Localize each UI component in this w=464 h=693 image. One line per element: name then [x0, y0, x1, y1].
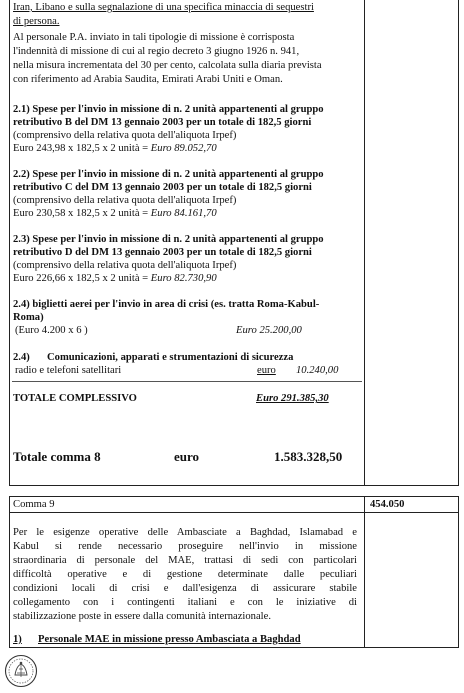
item-2-4-calc: (Euro 4.200 x 6 )	[15, 325, 88, 336]
intro-line-1: Iran, Libano e sulla segnalazione di una specifica minaccia di sequestri	[13, 2, 314, 13]
item-2-1-title-2: retributivo B del DM 13 gennaio 2003 per un totale di 182,5 giorni	[13, 117, 312, 128]
item-2-4-result: Euro 25.200,00	[236, 325, 302, 336]
item-2-2-title-1: 2.2) Spese per l'invio in missione di n. 2 unità appartenenti al gruppo	[13, 169, 324, 180]
comma9-para-line-4: difficoltà operative e di gestione determinate dalle peculiari	[13, 569, 357, 580]
item-2-2-note: (comprensivo della relativa quota dell'aliquota Irpef)	[13, 195, 237, 206]
item-2-3-title-1: 2.3) Spese per l'invio in missione di n. 2 unità appartenenti al gruppo	[13, 234, 324, 245]
comma9-item1-label: 1)	[13, 634, 22, 645]
item-2-4b-desc: radio e telefoni satellitari	[15, 365, 122, 376]
comma-total-currency: euro	[174, 449, 200, 464]
para-line-4: con riferimento ad Arabia Saudita, Emirati Arabi Uniti e Oman.	[13, 74, 283, 85]
item-2-2-calc: Euro 230,58 x 182,5 x 2 unità = Euro 84.161,70	[13, 208, 217, 219]
block2-right-border	[458, 496, 459, 648]
block2-left-border	[9, 496, 10, 648]
block1-bottom-border	[9, 485, 459, 486]
seal-stamp-icon	[4, 654, 38, 688]
item-2-4b-amount: 10.240,00	[296, 365, 339, 376]
block1-left-border	[9, 0, 10, 486]
block2-column-divider	[364, 496, 365, 648]
para-line-2: l'indennità di missione di cui al regio decreto 3 giugno 1926 n. 941,	[13, 46, 300, 57]
item-2-3-note: (comprensivo della relativa quota dell'aliquota Irpef)	[13, 260, 237, 271]
comma9-para-line-6: collegamento con i contingenti italiani e con le iniziative di	[13, 597, 357, 608]
para-line-3: nella misura incrementata del 30 per cento, calcolata sulla diaria prevista	[13, 60, 322, 71]
item-2-3-title-2: retributivo D del DM 13 gennaio 2003 per un totale di 182,5 giorni	[13, 247, 312, 258]
intro-line-2: di persona.	[13, 16, 60, 27]
block1-column-divider	[364, 0, 365, 486]
comma9-amount: 454.050	[370, 499, 405, 510]
comma9-para-line-7: stabilizzazione poste in essere dalla comunità internazionale.	[13, 611, 271, 622]
block2-header-divider	[9, 512, 459, 513]
comma9-label: Comma 9	[13, 499, 55, 510]
item-2-4b-currency: euro	[257, 365, 276, 376]
comma-total-value: 1.583.328,50	[274, 449, 343, 464]
item-2-3-result: Euro 82.730,90	[150, 273, 217, 284]
item-2-3-calc: Euro 226,66 x 182,5 x 2 unità = Euro 82.730,90	[13, 273, 217, 284]
comma9-para-line-1: Per le esigenze operative delle Ambasciate a Baghdad, Islamabad e	[13, 527, 357, 538]
item-2-4b-label: 2.4)	[13, 352, 30, 363]
comma9-para-line-5: condizioni locali di crisi e dall'esigenza di assicurare stabile	[13, 583, 357, 594]
para-line-1: Al personale P.A. inviato in tali tipologie di missione è corrisposta	[13, 32, 295, 43]
item-2-4-title-1: 2.4) biglietti aerei per l'invio in area di crisi (es. tratta Roma-Kabul-	[13, 299, 320, 310]
separator-line	[12, 381, 362, 382]
comma-total-label: Totale comma 8	[13, 449, 101, 464]
comma9-item1-title: Personale MAE in missione presso Ambasciata a Baghdad	[38, 634, 301, 645]
item-2-1-title-1: 2.1) Spese per l'invio in missione di n. 2 unità appartenenti al gruppo	[13, 104, 324, 115]
item-2-2-result: Euro 84.161,70	[150, 208, 217, 219]
item-2-2-title-2: retributivo C del DM 13 gennaio 2003 per un totale di 182,5 giorni	[13, 182, 312, 193]
comma9-para-line-3: straordinaria di personale del MAE, trattasi di sedi con particolari	[13, 555, 357, 566]
item-2-1-result: Euro 89.052,70	[150, 143, 217, 154]
block2-top-border	[9, 496, 459, 497]
total-label: TOTALE COMPLESSIVO	[13, 393, 137, 404]
block2-bottom-border	[9, 647, 459, 648]
block1-right-border	[458, 0, 459, 486]
comma9-para-line-2: Kabul si rende necessario proseguire nell'invio in missione	[13, 541, 357, 552]
item-2-4-title-2: Roma)	[13, 312, 44, 323]
item-2-1-calc: Euro 243,98 x 182,5 x 2 unità = Euro 89.052,70	[13, 143, 217, 154]
item-2-1-note: (comprensivo della relativa quota dell'aliquota Irpef)	[13, 130, 237, 141]
item-2-4b-title: Comunicazioni, apparati e strumentazioni di sicurezza	[47, 352, 294, 363]
total-value: Euro 291.385,30	[256, 393, 329, 404]
